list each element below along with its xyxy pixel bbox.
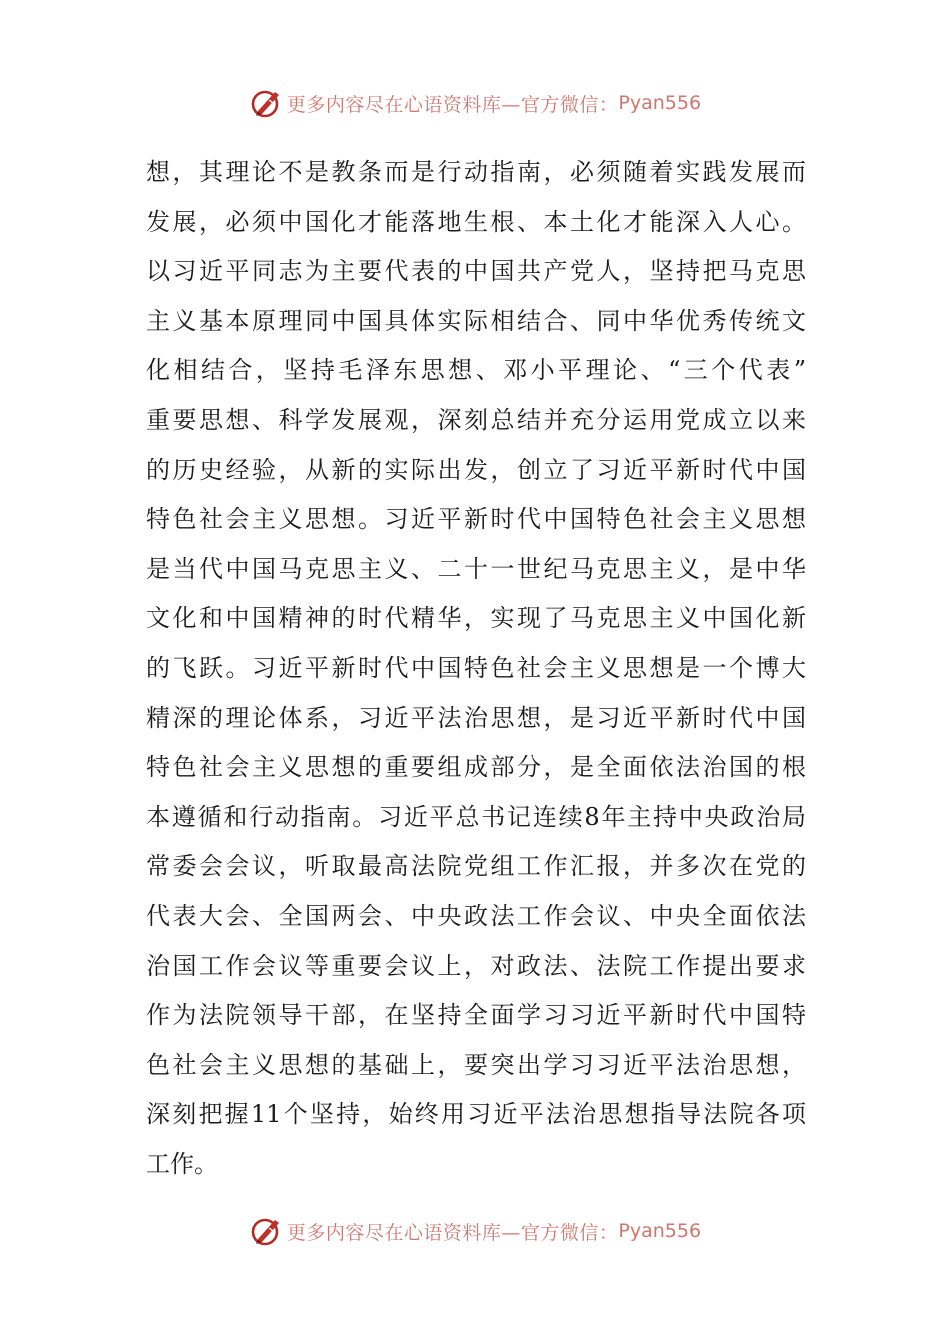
body-line: 想，其理论不是教条而是行动指南，必须随着实践发展而: [146, 158, 806, 186]
body-line: 以习近平同志为主要代表的中国共产党人，坚持把马克思: [146, 257, 806, 286]
body-line: 治国工作会议等重要会议上，对政法、法院工作提出要求: [146, 951, 806, 980]
footer-banner-text: 更多内容尽在心语资料库—官方微信：: [286, 1221, 619, 1244]
body-line: 作为法院领导干部，在坚持全面学习习近平新时代中国特: [146, 1001, 806, 1030]
body-line: 深刻把握11个坚持，始终用习近平法治思想指导法院各项: [146, 1100, 806, 1129]
body-line: 常委会会议，听取最高法院党组工作汇报，并多次在党的: [146, 852, 806, 881]
body-line: 的历史经验，从新的实际出发，创立了习近平新时代中国: [146, 455, 806, 484]
body-line: 特色社会主义思想的重要组成部分，是全面依法治国的根: [146, 753, 806, 782]
header-banner-wechat-id: Pyan556: [618, 92, 702, 114]
body-line: 精深的理论体系，习近平法治思想，是习近平新时代中国: [146, 703, 806, 732]
footer-banner-wechat-id: Pyan556: [618, 1220, 702, 1242]
body-line: 特色社会主义思想。习近平新时代中国特色社会主义思想: [146, 505, 806, 534]
pen-logo-icon: [249, 1214, 283, 1248]
header-watermark-banner: [0, 83, 950, 123]
footer-watermark-banner: [0, 1211, 950, 1251]
body-line: 工作。: [146, 1149, 218, 1178]
document-body: [146, 148, 806, 1189]
pen-logo-icon: [249, 86, 283, 120]
body-line: 色社会主义思想的基础上，要突出学习习近平法治思想，: [146, 1050, 806, 1079]
body-line: 代表大会、全国两会、中央政法工作会议、中央全面依法: [146, 901, 806, 930]
body-line: 发展，必须中国化才能落地生根、本土化才能深入人心。: [146, 207, 806, 236]
body-line: 重要思想、科学发展观，深刻总结并充分运用党成立以来: [146, 405, 806, 434]
body-line: 本遵循和行动指南。习近平总书记连续8年主持中央政治局: [146, 802, 806, 831]
body-line: 文化和中国精神的时代精华，实现了马克思主义中国化新: [146, 604, 806, 633]
body-line: 化相结合，坚持毛泽东思想、邓小平理论、“三个代表”: [146, 356, 806, 385]
body-line: 的飞跃。习近平新时代中国特色社会主义思想是一个博大: [146, 653, 806, 682]
body-line: 主义基本原理同中国具体实际相结合、同中华优秀传统文: [146, 306, 806, 335]
header-banner-text: 更多内容尽在心语资料库—官方微信：: [286, 93, 619, 116]
body-line: 是当代中国马克思主义、二十一世纪马克思主义，是中华: [146, 554, 806, 583]
